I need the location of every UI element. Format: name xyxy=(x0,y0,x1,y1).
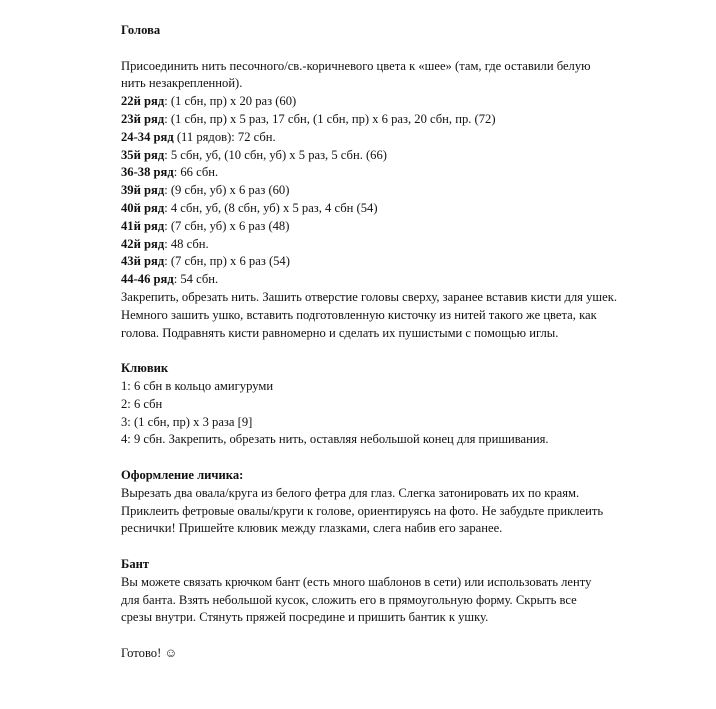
beak-line: 2: 6 сбн xyxy=(121,396,163,411)
head-intro: Присоединить нить песочного/св.-коричневого цвета к «шее» (там, где оставили белую нить незакрепленной). xyxy=(121,58,591,91)
row-line: 22й ряд: (1 сбн, пр) х 20 раз (60) xyxy=(121,94,297,109)
row-line: 40й ряд: 4 сбн, уб, (8 сбн, уб) х 5 раз, 4 сбн (54) xyxy=(121,200,378,215)
row-line: 43й ряд: (7 сбн, пр) х 6 раз (54) xyxy=(121,254,290,269)
bow-text: Вы можете связать крючком бант (есть много шаблонов в сети) или использовать ленту для банта. Взять небольшой кусок, сложить его в прямоугольную форму. Скрыть все срезы внутри. Стянуть пряжей посредине и пришить бантик к ушку. xyxy=(121,574,592,625)
row-line: 36-38 ряд: 66 сбн. xyxy=(121,165,219,180)
spacer xyxy=(121,449,681,467)
bow-heading: Бант xyxy=(121,556,150,571)
spacer xyxy=(121,342,681,360)
beak-heading: Клювик xyxy=(121,361,169,376)
spacer xyxy=(121,627,681,645)
spacer xyxy=(121,40,681,58)
row-line: 41й ряд: (7 сбн, уб) х 6 раз (48) xyxy=(121,218,290,233)
head-rows xyxy=(121,93,681,289)
beak-line: 4: 9 сбн. Закрепить, обрезать нить, оставляя небольшой конец для пришивания. xyxy=(121,432,549,447)
head-heading: Голова xyxy=(121,23,161,37)
row-line: 35й ряд: 5 сбн, уб, (10 сбн, уб) х 5 раз, 5 сбн. (66) xyxy=(121,147,387,162)
spacer xyxy=(121,538,681,556)
document-page xyxy=(121,22,681,663)
row-line: 44-46 ряд: 54 сбн. xyxy=(121,272,219,287)
row-line: 39й ряд: (9 сбн, уб) х 6 раз (60) xyxy=(121,183,290,198)
done-text: Готово! ☺ xyxy=(121,645,178,660)
beak-line: 3: (1 сбн, пр) х 3 раза [9] xyxy=(121,414,253,429)
face-heading: Оформление личика: xyxy=(121,467,244,482)
face-text: Вырезать два овала/круга из белого фетра для глаз. Слегка затонировать их по краям. Приклеить фетровые овалы/круги к голове, ориентируясь на фото. Не забудьте приклеить реснички! Пришейте клювик между глазками, слега набив его заранее. xyxy=(121,485,604,536)
head-outro: Закрепить, обрезать нить. Зашить отверстие головы сверху, заранее вставив кисти для ушек. Немного зашить ушко, вставить подготовленную кисточку из нитей такого же цвета, как голова. Подравнять кисти равномерно и сделать их пушистыми с помощью иглы. xyxy=(121,289,617,340)
row-line: 24-34 ряд (11 рядов): 72 сбн. xyxy=(121,129,276,144)
beak-line: 1: 6 сбн в кольцо амигуруми xyxy=(121,378,274,393)
row-line: 42й ряд: 48 сбн. xyxy=(121,236,209,251)
row-line: 23й ряд: (1 сбн, пр) х 5 раз, 17 сбн, (1 сбн, пр) х 6 раз, 20 сбн, пр. (72) xyxy=(121,111,496,126)
beak-lines xyxy=(121,378,681,449)
